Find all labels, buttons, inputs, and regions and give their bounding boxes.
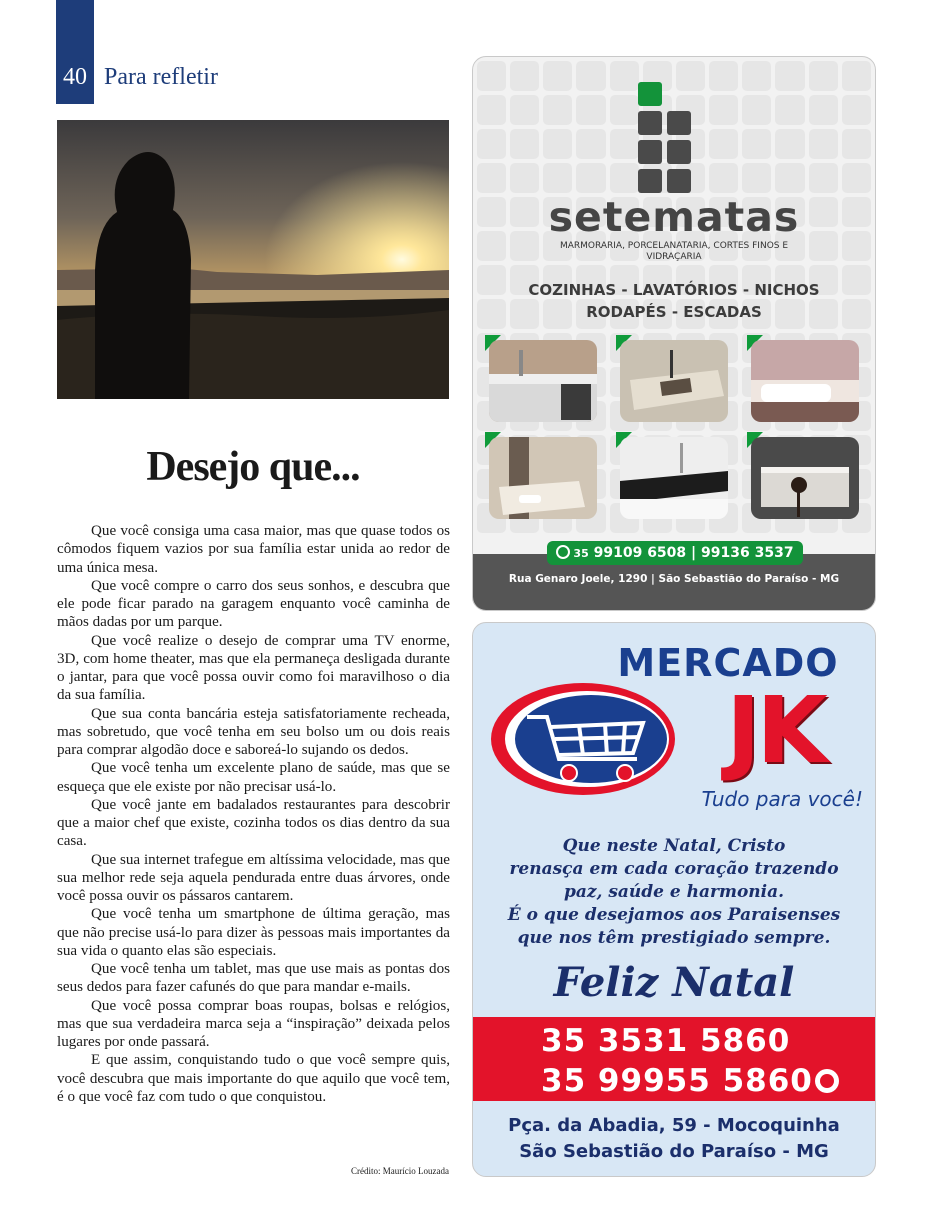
mercado-address xyxy=(473,1113,875,1165)
vanity-photo xyxy=(620,340,728,422)
marble-kitchen-photo xyxy=(751,437,859,519)
mercado-jk-ad xyxy=(472,622,876,1177)
mercado-word: MERCADO xyxy=(617,641,839,685)
sunset-photo xyxy=(57,120,449,399)
article-paragraph: Que você tenha um tablet, mas que use mais as pontas dos seus dedos para fazer cafunés do que para mandar e-mails. xyxy=(57,961,450,996)
whatsapp-icon xyxy=(815,1069,839,1093)
article-paragraph: Que você consiga uma casa maior, mas que quase todos os cômodos fiquem vazios por sua família estar unida ao redor de uma única mesa. xyxy=(57,523,450,576)
article-paragraph: Que você jante em badalados restaurantes para descobrir que a maior chef que existe, cozinha todos os dias dentro da sua casa. xyxy=(57,796,450,850)
article-paragraph: E que assim, conquistando tudo o que você sempre quis, você descubra que mais importante do que aquilo que você tem, é o que você faz com tudo o que conquistou. xyxy=(57,1052,450,1105)
page-number: 40 xyxy=(63,64,87,90)
setematas-address: Rua Genaro Joele, 1290 | São Sebastião do Paraíso - MG xyxy=(508,573,840,585)
countertop-photo xyxy=(620,437,728,519)
services-line-2: RODAPÉS - ESCADAS xyxy=(586,303,762,321)
kitchen-photo xyxy=(489,340,597,422)
message-line: que nos têm prestigiado sempre. xyxy=(517,928,831,948)
mercado-phone-1: 35 3531 5860 xyxy=(541,1023,791,1059)
message-line: paz, saúde e harmonia. xyxy=(563,882,785,902)
product-thumbnails xyxy=(489,340,861,519)
shopping-cart-icon xyxy=(487,677,687,801)
feliz-natal: Feliz Natal xyxy=(553,959,795,1006)
article-paragraph: Que você tenha um excelente plano de saúde, mas que se esqueça que ele existe por não precisar usá-lo. xyxy=(57,760,450,795)
services-line-1: COZINHAS - LAVATÓRIOS - NICHOS xyxy=(528,281,820,299)
message-line: renasça em cada coração trazendo xyxy=(509,859,839,879)
setematas-subtitle: MARMORARIA, PORCELANATARIA, CORTES FINOS E VIDRAÇARIA xyxy=(559,241,789,262)
message-line: É o que desejamos aos Paraisenses xyxy=(507,905,841,925)
setematas-brand: setematas xyxy=(548,193,800,241)
setematas-logo-icon xyxy=(638,82,694,194)
jk-word: JK xyxy=(726,677,824,784)
setematas-phone: 35 99109 6508 | 99136 3537 xyxy=(547,541,803,565)
mercado-phone-2: 35 99955 5860 xyxy=(541,1063,841,1099)
photo-credit: Crédito: Maurício Louzada xyxy=(351,1166,449,1176)
article-body xyxy=(57,522,450,1106)
section-title: Para refletir xyxy=(104,64,218,90)
article-headline: Desejo que... xyxy=(146,444,360,490)
whatsapp-icon xyxy=(556,545,570,559)
setematas-ad xyxy=(472,56,876,611)
message-line: Que neste Natal, Cristo xyxy=(562,836,786,856)
bathroom-photo xyxy=(489,437,597,519)
bathtub-photo xyxy=(751,340,859,422)
christmas-message xyxy=(503,835,845,950)
article-paragraph: Que sua internet trafegue em altíssima velocidade, mas que sua melhor rede seja aquela pendurada entre duas árvores, onde você possa ouvir os pássaros cantarem. xyxy=(57,851,450,904)
article-paragraph: Que você tenha um smartphone de última geração, mas que não precise usá-lo para dizer às pessoas mais importantes da sua vida o quanto elas são especiais. xyxy=(57,906,450,959)
mercado-slogan: Tudo para você! xyxy=(701,787,863,811)
article-paragraph: Que sua conta bancária esteja satisfatoriamente recheada, mas sobretudo, que você tenha em seu bolso um ou dois reais para comprar algodão doce e saboreá-lo sujando os dedos. xyxy=(57,705,450,758)
setematas-services xyxy=(473,279,875,323)
article-paragraph: Que você realize o desejo de comprar uma TV enorme, 3D, com home theater, mas que ela permaneça desligada durante o jantar, para que você possa ouvir como foi maravilhoso o dia da sua família. xyxy=(57,632,450,704)
address-line-2: São Sebastião do Paraíso - MG xyxy=(519,1141,829,1162)
article-paragraph: Que você compre o carro dos seus sonhos, e descubra que ele pode ficar parado na garagem enquanto você caminha de mãos dadas por um parque. xyxy=(57,577,450,631)
article-paragraph: Que você possa comprar boas roupas, bolsas e relógios, mas que sua verdadeira marca seja a “inspiração” deixada pelos lugares por onde passará. xyxy=(57,997,450,1050)
address-line-1: Pça. da Abadia, 59 - Mocoquinha xyxy=(508,1115,840,1136)
